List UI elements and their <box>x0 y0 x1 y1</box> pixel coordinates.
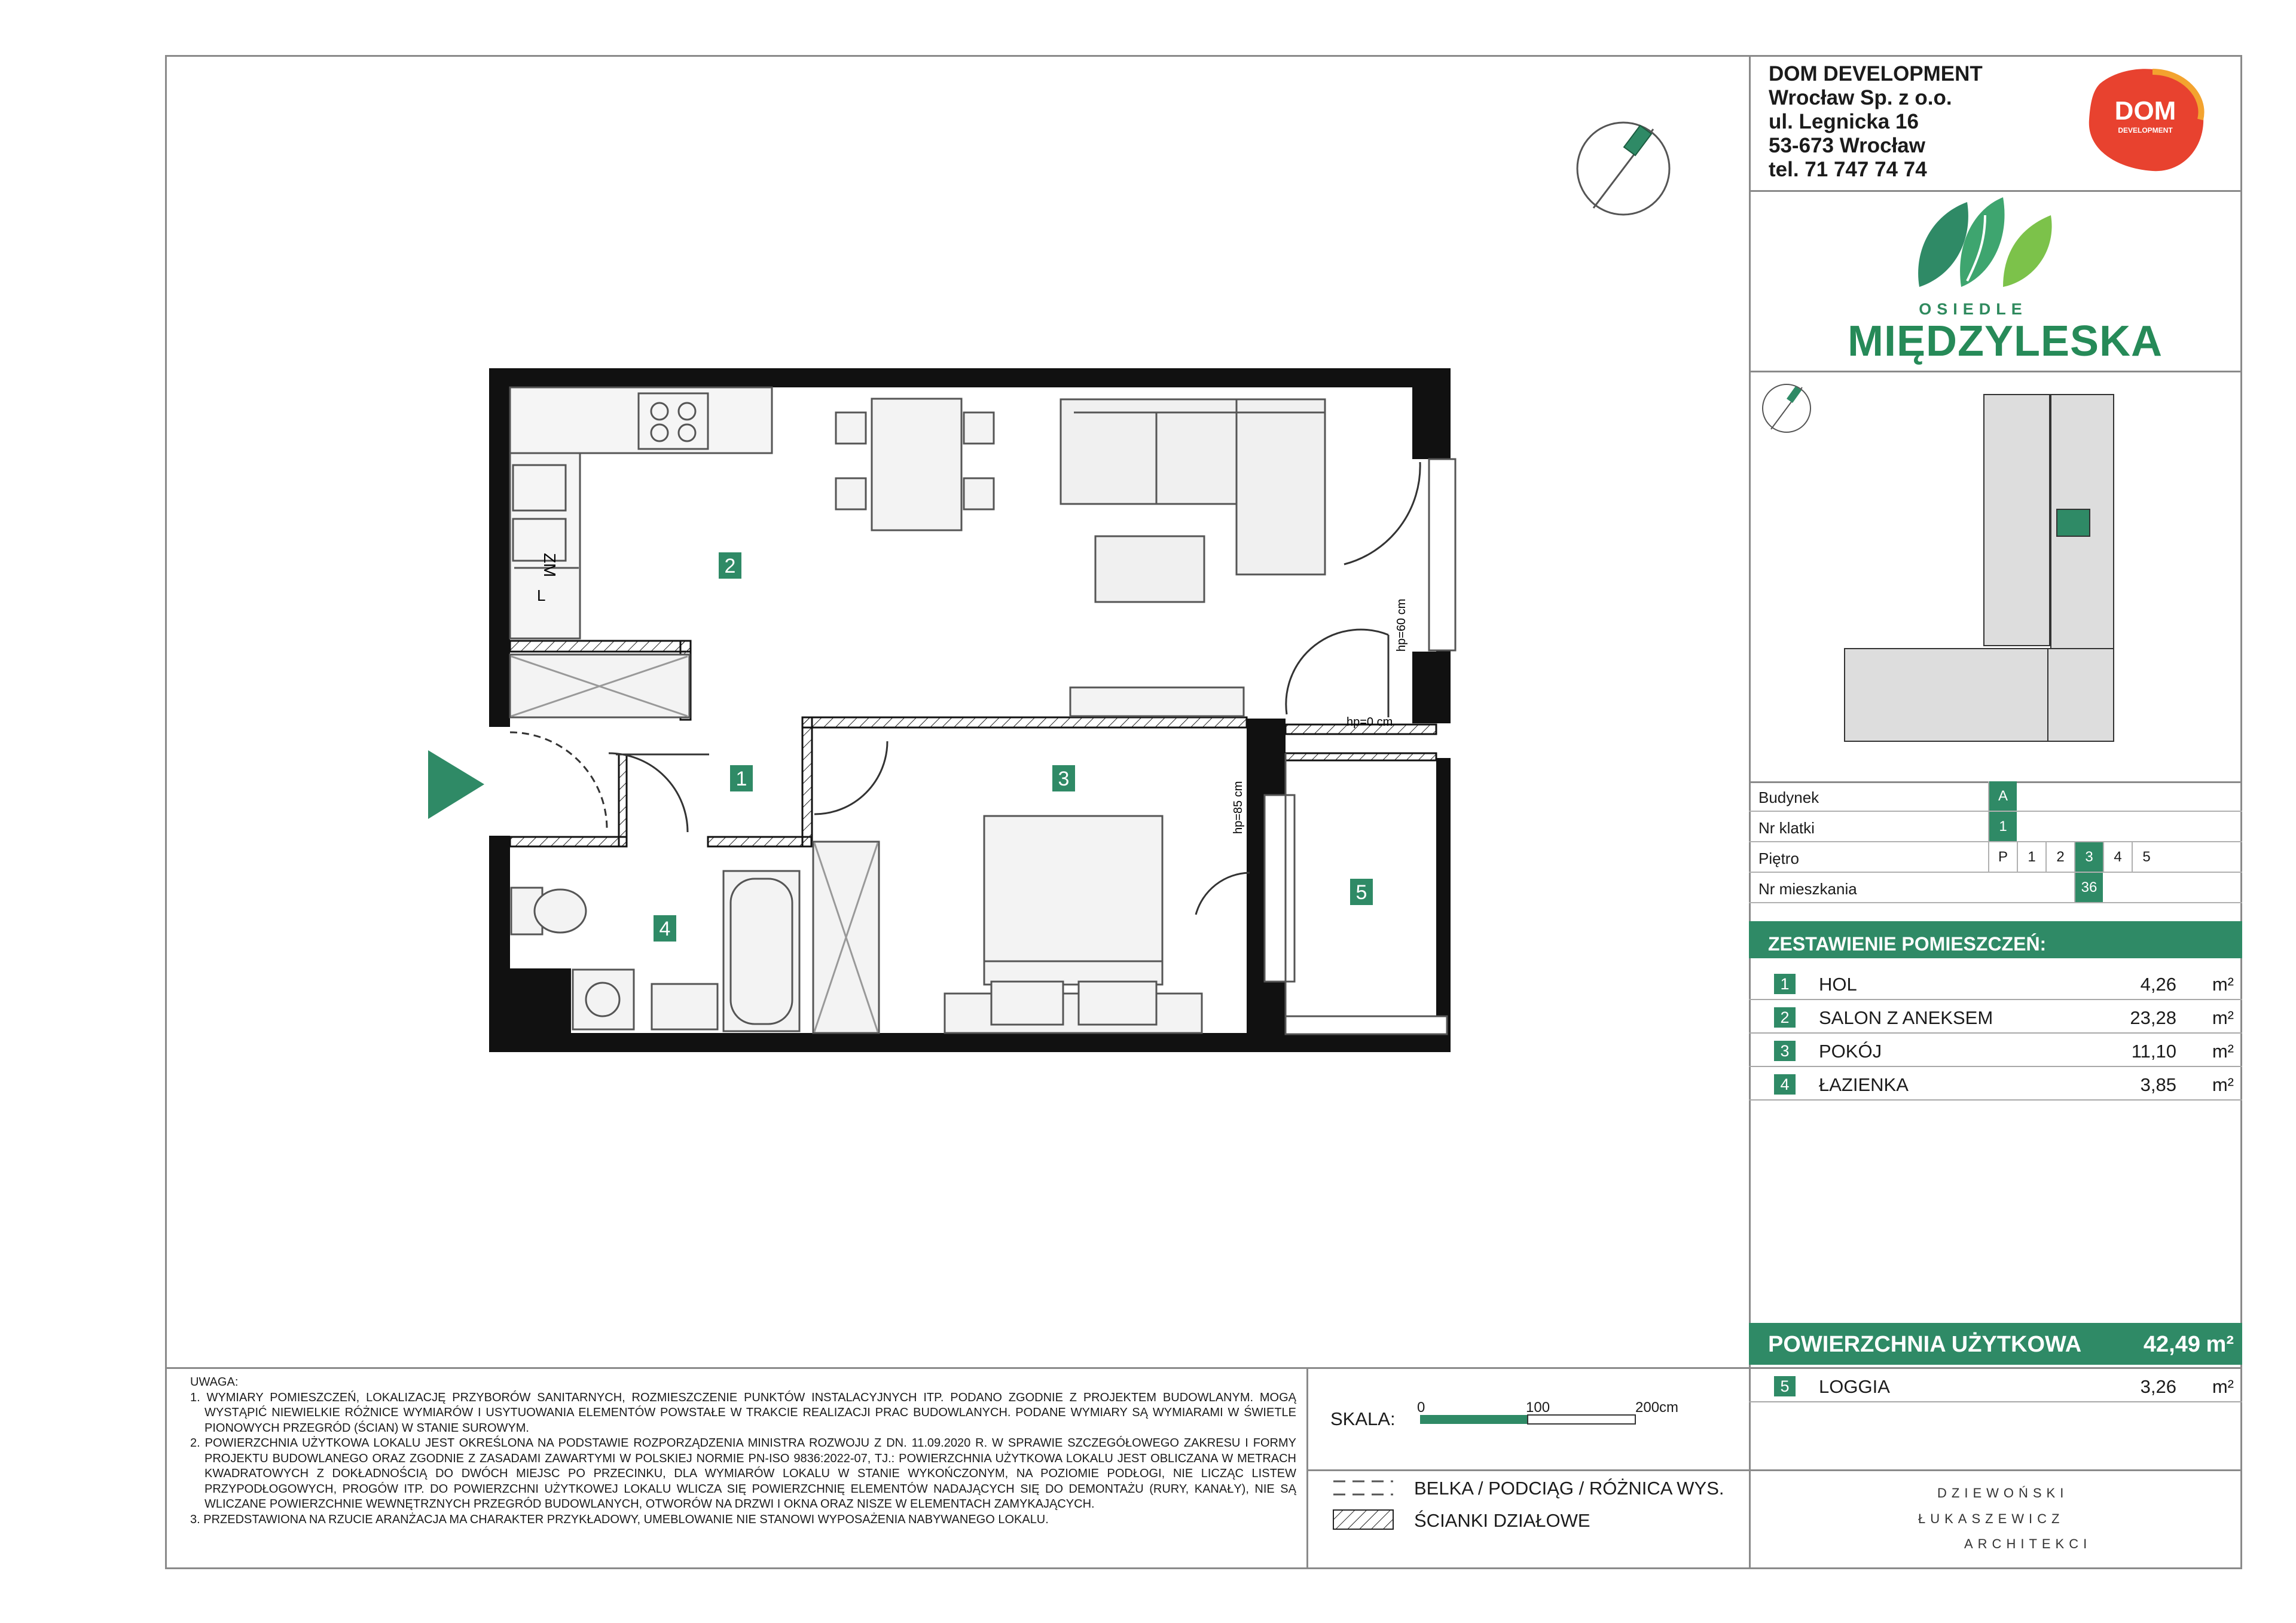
architect-line2: ŁUKASZEWICZ <box>1918 1511 2065 1526</box>
panel-divider-4 <box>1749 1469 2242 1471</box>
room-row <box>1749 1000 2242 1034</box>
legend-beam-label: BELKA / PODCIĄG / RÓŻNICA WYS. <box>1414 1478 1724 1499</box>
scale-tick: 100 <box>1526 1399 1550 1416</box>
usable-area-value: 42,49 <box>2143 1332 2200 1357</box>
building-label: Budynek <box>1758 788 1819 806</box>
building-row <box>1749 781 2242 812</box>
room-name: HOL <box>1819 974 1857 995</box>
room-area: 4,26 <box>2140 974 2176 995</box>
estate-subtitle: OSIEDLE <box>1919 300 2028 318</box>
company-phone: tel. 71 747 74 74 <box>1769 158 1927 181</box>
room-unit: m² <box>2212 974 2234 995</box>
room-badge-1: 1 <box>735 768 747 790</box>
room-num: 4 <box>1774 1074 1796 1095</box>
floor-cell: P <box>1988 842 2017 872</box>
hp-room-label: hp=85 cm <box>1232 781 1245 834</box>
room-name: ŁAZIENKA <box>1819 1074 1909 1095</box>
info-table <box>1749 781 2242 903</box>
floor-cell: 2 <box>2045 842 2074 872</box>
floor-label: Piętro <box>1758 849 1799 867</box>
room-name: SALON Z ANEKSEM <box>1819 1007 1993 1028</box>
usable-area-label: POWIERZCHNIA UŻYTKOWA <box>1768 1332 2082 1357</box>
company-info <box>1769 62 1983 182</box>
stair-row <box>1749 812 2242 842</box>
entrance-arrow-icon <box>428 750 484 819</box>
floor-row <box>1749 842 2242 873</box>
hp-balcony-label: hp=0 cm <box>1347 716 1393 729</box>
note-item: 1. WYMIARY POMIESZCZEŃ, LOKALIZACJĘ PRZYBORÓW SANITARNYCH, ROZMIESZCZENIE PUNKTÓW INSTALACYJNYCH ITP. PODANO ZGODNIE Z PROJEKTEM BUDOWLANYM. MOGĄ WYSTĄPIĆ NIEWIELKIE RÓŻNICE WYMIARÓW I USYTUOWANIA ELEMENTÓW POWSTAŁE W TRAKCIE REALIZACJI PRAC BUDOWLANYCH. PODANE WYMIARY SĄ WYMIARAMI W ŚWIETLE PIONOWYCH PRZEGRÓD (ŚCIAN) W STANIE SUROWYM. <box>190 1390 1296 1435</box>
mini-compass-icon <box>1763 384 1810 432</box>
room-badge-2: 2 <box>724 555 736 577</box>
logo-subtext: DEVELOPMENT <box>2118 126 2173 135</box>
scale-label: SKALA: <box>1330 1408 1396 1429</box>
stair-label: Nr klatki <box>1758 819 1815 837</box>
sofa <box>1061 399 1325 602</box>
notes-title: UWAGA: <box>190 1376 239 1389</box>
room-unit: m² <box>2212 1074 2234 1095</box>
room-row <box>1749 1067 2242 1101</box>
building-key-plan <box>1845 395 2114 741</box>
architect-line3: ARCHITEKCI <box>1964 1536 2092 1551</box>
room-badge-5: 5 <box>1355 881 1367 904</box>
estate-logo-icon <box>1918 197 2051 287</box>
company-line1: Wrocław Sp. z o.o. <box>1769 86 1952 109</box>
room-badge-4: 4 <box>659 918 671 940</box>
apartment-label: Nr mieszkania <box>1758 880 1857 898</box>
kitchen-counter <box>510 387 772 638</box>
usable-area-unit: m² <box>2206 1332 2234 1357</box>
bed <box>945 816 1202 1033</box>
room-row <box>1749 967 2242 1000</box>
architect-logo <box>1918 1486 2092 1551</box>
hp-window-label: hp=60 cm <box>1395 598 1408 652</box>
floor-cell: 1 <box>2017 842 2045 872</box>
dining-table <box>836 399 994 530</box>
room-row <box>1749 1034 2242 1067</box>
apartment-value: 36 <box>2074 873 2103 902</box>
floor-cell-selected: 3 <box>2074 842 2103 872</box>
fridge-label: ZM <box>541 553 559 577</box>
room-num: 1 <box>1774 974 1796 994</box>
scale-bar <box>1420 1415 1635 1424</box>
scale-tick: 200cm <box>1635 1399 1679 1416</box>
company-line3: 53-673 Wrocław <box>1769 134 1925 157</box>
floor-cell: 5 <box>2132 842 2160 872</box>
room-num: 3 <box>1774 1041 1796 1061</box>
bottom-divider <box>165 1367 2242 1369</box>
company-name: DOM DEVELOPMENT <box>1769 62 1983 85</box>
note-item: 3. PRZEDSTAWIONA NA RZUCIE ARANŻACJA MA CHARAKTER PRZYKŁADOWY, UMEBLOWANIE NIE STANOWI WYPOSAŻENIA NABYWANEGO LOKALU. <box>190 1512 1049 1526</box>
room-area: 3,85 <box>2140 1074 2176 1095</box>
dom-development-logo <box>2089 69 2203 171</box>
legend-partitions-label: ŚCIANKI DZIAŁOWE <box>1414 1510 1590 1531</box>
floor-cell: 4 <box>2103 842 2132 872</box>
usable-area-bar <box>1749 1323 2242 1365</box>
tv-unit <box>1070 687 1244 716</box>
company-line2: ul. Legnicka 16 <box>1769 110 1919 133</box>
loggia-name: LOGGIA <box>1819 1376 1890 1397</box>
stair-value: 1 <box>1988 812 2017 841</box>
legend-divider <box>1306 1469 1750 1471</box>
notes-divider <box>1306 1367 1308 1569</box>
dishwasher-label: L <box>537 586 546 604</box>
room-unit: m² <box>2212 1041 2234 1062</box>
legend-icons <box>1333 1481 1393 1529</box>
loggia-num: 5 <box>1774 1376 1796 1396</box>
room-badge-3: 3 <box>1058 768 1070 790</box>
room-area: 11,10 <box>2131 1041 2176 1062</box>
building-value: A <box>1988 781 2017 811</box>
room-area: 23,28 <box>2130 1007 2176 1028</box>
loggia-row <box>1749 1369 2242 1402</box>
rooms-title: ZESTAWIENIE POMIESZCZEŃ: <box>1749 921 2242 958</box>
architect-line1: DZIEWOŃSKI <box>1937 1486 2069 1500</box>
room-name: POKÓJ <box>1819 1041 1882 1062</box>
logo-text: DOM <box>2114 96 2176 126</box>
scale-tick: 0 <box>1417 1399 1425 1416</box>
note-item: 2. POWIERZCHNIA UŻYTKOWA LOKALU JEST OKREŚLONA NA PODSTAWIE ROZPORZĄDZENIA MINISTRA ROZWOJU Z DN. 11.09.2020 R. W SPRAWIE SZCZEGÓŁOWEGO ZAKRESU I FORMY PROJEKTU BUDOWLANEGO ORAZ ZGODNIE Z ZASADAMI ZAWARTYMI W POLSKIEJ NORMIE PN-ISO 9836:2022-07, TJ.: POWIERZCHNIA UŻYTKOWA LOKALU JEST OBLICZANA W METRACH KWADRATOWYCH Z DOKŁADNOŚCIĄ DO DWÓCH MIEJSC PO PRZECINKU, DLA WYMIARÓW LOKALU W STANIE WYKOŃCZONYM, NA POZIOMIE PODŁOGI, NIE LICZĄC LISTEW PRZYPODŁOGOWYCH, PROGÓW ITP. DO POWIERZCHNI UŻYTKOWEJ LOKALU WLICZA SIĘ POWIERZCHNIĘ ELEMENTÓW NADAJĄCYCH SIĘ DO DEMONTAŻU (RURY, KANAŁY), NIE SĄ WLICZANE POWIERZCHNIE WEWNĘTRZNYCH PRZEGRÓD BUDOWLANYCH, OTWORÓW NA DRZWI I OKNA ORAZ NISZE W ELEMENTACH ZAMYKAJĄCYCH. <box>190 1436 1296 1511</box>
loggia-area: 3,26 <box>2140 1376 2176 1397</box>
loggia-unit: m² <box>2212 1376 2234 1397</box>
notes <box>190 1375 1296 1527</box>
apartment-row <box>1749 873 2242 903</box>
room-unit: m² <box>2212 1007 2234 1028</box>
room-num: 2 <box>1774 1007 1796 1028</box>
compass-icon <box>1577 123 1669 215</box>
estate-name: MIĘDZYLESKA <box>1848 317 2163 365</box>
